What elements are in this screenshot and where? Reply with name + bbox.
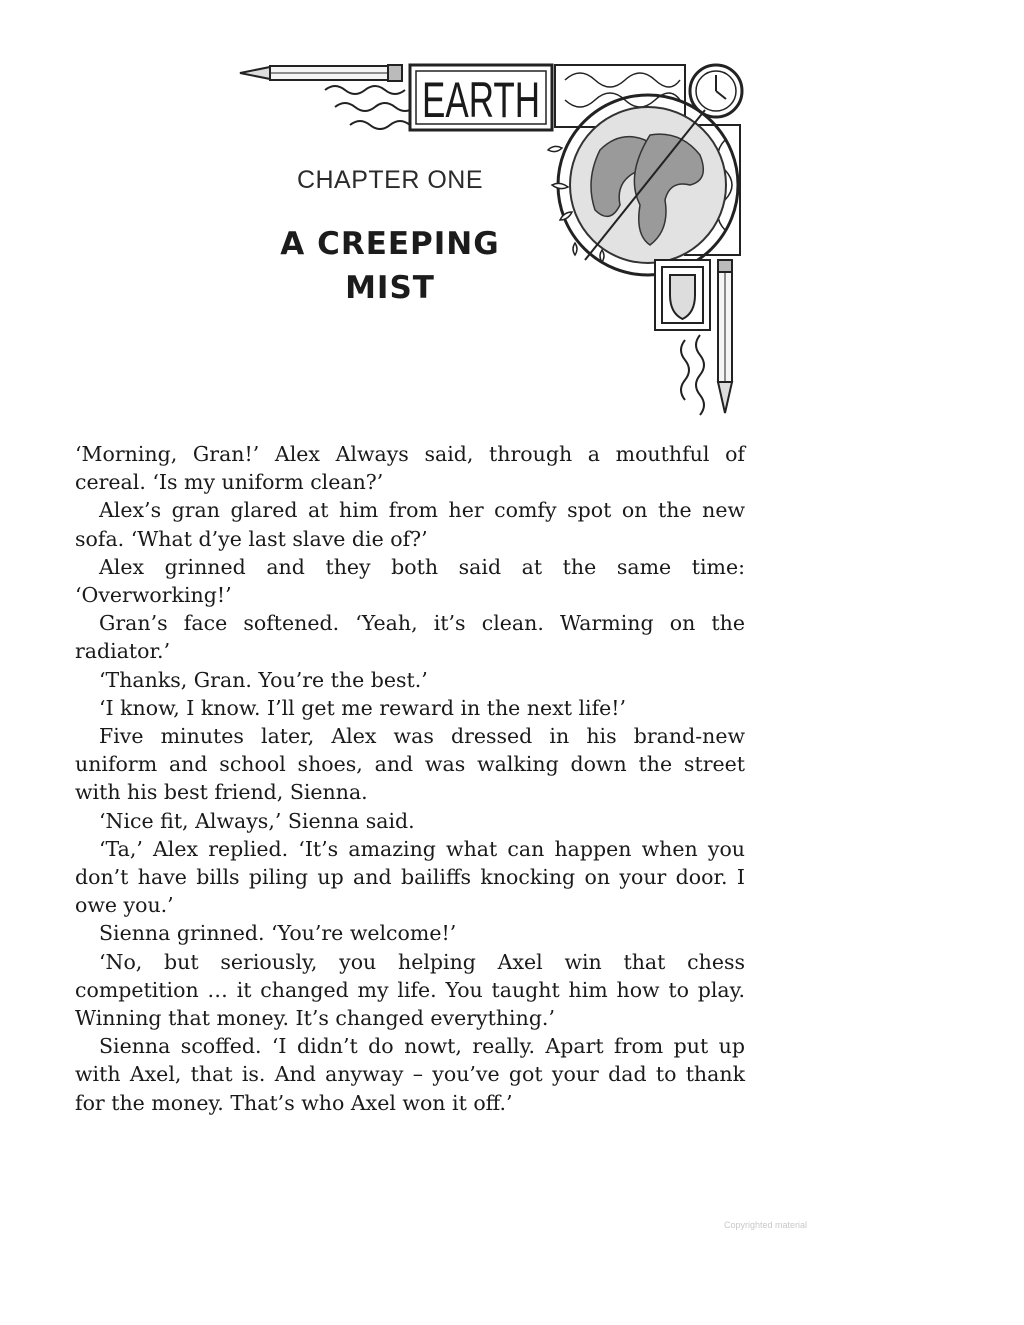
paragraph: ‘I know, I know. I’ll get me reward in the next life!’ bbox=[99, 695, 627, 720]
paragraph: Five minutes later, Alex was dressed in his brand-new uniform and school shoes, and was walking down the street with his best friend, Sienna. bbox=[75, 724, 745, 805]
chapter-title-line: A CREEPING bbox=[280, 226, 500, 262]
paragraph: Sienna grinned. ‘You’re welcome!’ bbox=[99, 921, 457, 946]
element-label: EARTH bbox=[422, 72, 540, 128]
chapter-title bbox=[250, 222, 530, 310]
chapter-body bbox=[75, 440, 745, 1117]
chapter-title-line: MIST bbox=[345, 270, 435, 306]
chapter-label: CHAPTER ONE bbox=[296, 166, 484, 194]
pencil-icon bbox=[718, 260, 732, 413]
paragraph: ‘Nice fit, Always,’ Sienna said. bbox=[99, 808, 415, 833]
paragraph: Sienna scoffed. ‘I didn’t do nowt, really. Apart from put up with Axel, that is. And anyway – you’ve got your dad to thank for the money. That’s who Axel won it off.’ bbox=[75, 1034, 745, 1115]
paragraph: ‘Morning, Gran!’ Alex Always said, through a mouthful of cereal. ‘Is my uniform clean?’ bbox=[75, 442, 745, 495]
paragraph: Gran’s face softened. ‘Yeah, it’s clean. Warming on the radiator.’ bbox=[75, 611, 745, 664]
waves-icon bbox=[325, 86, 415, 129]
paragraph: Alex grinned and they both said at the same time: ‘Overworking!’ bbox=[75, 554, 745, 608]
paragraph: ‘No, but seriously, you helping Axel win that chess competition … it changed my life. You taught him how to play. Winning that money. It’s changed everything.’ bbox=[75, 949, 745, 1031]
paragraph: ‘Thanks, Gran. You’re the best.’ bbox=[99, 667, 428, 692]
paragraph: Alex’s gran glared at him from her comfy spot on the new sofa. ‘What d’ye last slave die of?’ bbox=[75, 498, 745, 551]
waves-icon bbox=[681, 335, 704, 415]
copyright-notice: Copyrighted material bbox=[724, 1220, 808, 1230]
shield-icon bbox=[655, 260, 710, 330]
pencil-icon bbox=[240, 65, 402, 81]
globe-icon bbox=[558, 95, 738, 275]
paragraph: ‘Ta,’ Alex replied. ‘It’s amazing what can happen when you don’t have bills piling up and bailiffs knocking on your door. I owe you.’ bbox=[75, 836, 745, 918]
